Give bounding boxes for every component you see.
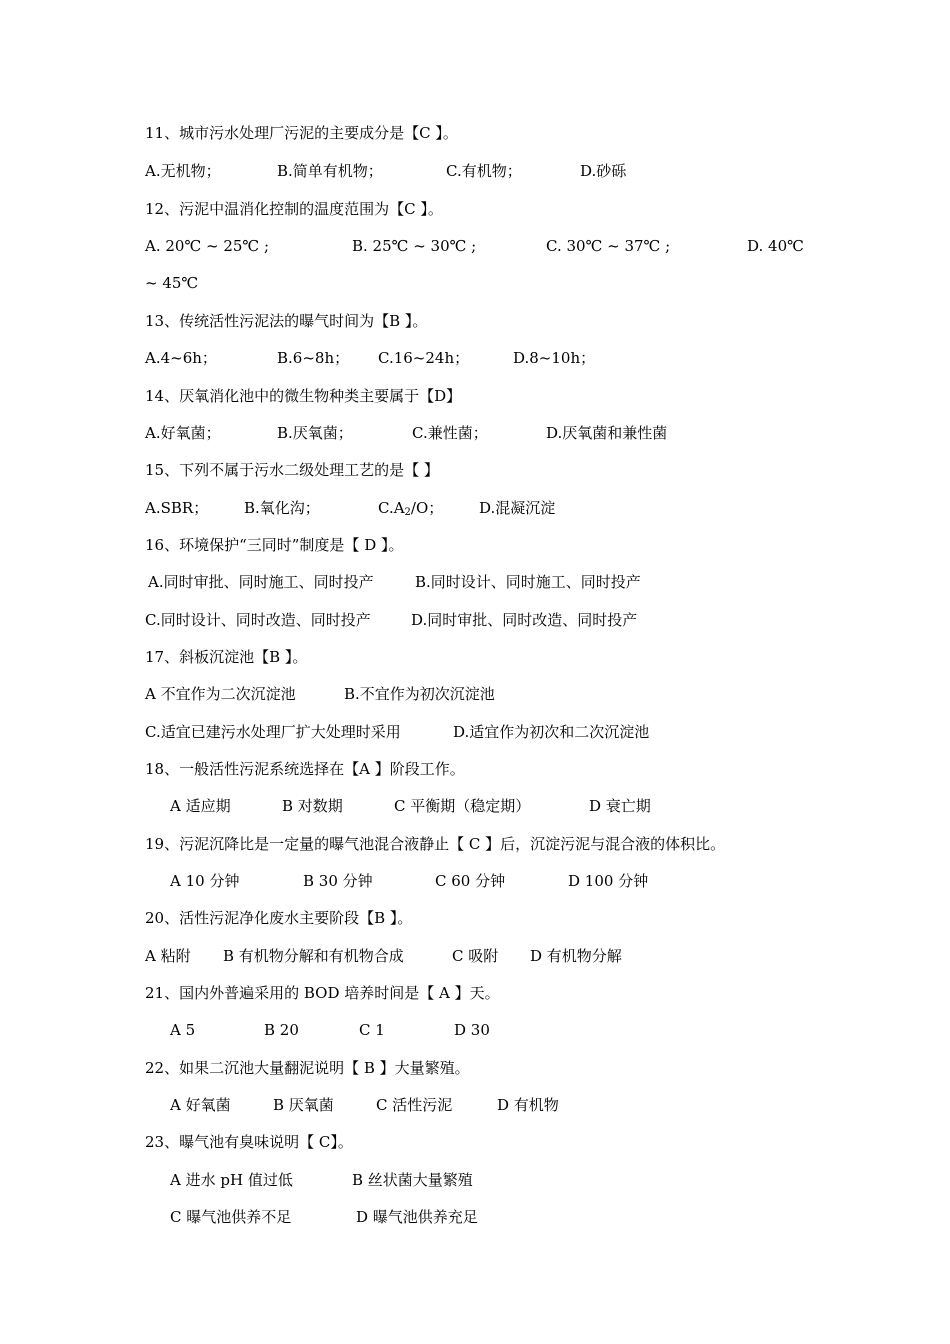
option: A.同时审批、同时施工、同时投产: [148, 573, 374, 591]
option: C 平衡期（稳定期）: [394, 797, 531, 815]
option: A. 20℃ ~ 25℃ ;: [145, 237, 270, 255]
option: A 10 分钟: [170, 872, 240, 890]
option: B 对数期: [282, 797, 343, 815]
option: C 60 分钟: [435, 872, 506, 890]
option: D.8~10h；: [513, 349, 596, 367]
option: C.16~24h；: [378, 349, 470, 367]
option: A 5: [170, 1021, 196, 1039]
option: C 吸附: [452, 947, 499, 965]
option: D.厌氧菌和兼性菌: [546, 424, 668, 442]
option: D. 40℃: [747, 237, 804, 255]
option: D 有机物分解: [530, 947, 622, 965]
option: B.6~8h；: [277, 349, 350, 367]
option: C.有机物；: [446, 162, 522, 180]
option: A 不宜作为二次沉淀池: [145, 685, 296, 703]
option: A 进水 pH 值过低: [170, 1171, 293, 1189]
question-text: 18、一般活性污泥系统选择在【A 】阶段工作。: [145, 760, 465, 778]
option: D 衰亡期: [589, 797, 651, 815]
option: D 曝气池供养充足: [356, 1208, 478, 1226]
question-text: 19、污泥沉降比是一定量的曝气池混合液静止【 C 】后，沉淀污泥与混合液的体积比。: [145, 835, 726, 853]
option: C.兼性菌；: [412, 424, 488, 442]
option: B 30 分钟: [303, 872, 373, 890]
question-text: 21、国内外普遍采用的 BOD 培养时间是【 A 】天。: [145, 984, 500, 1002]
option: B 20: [264, 1021, 299, 1039]
option: B 丝状菌大量繁殖: [352, 1171, 473, 1189]
option: C. 30℃ ~ 37℃ ;: [546, 237, 671, 255]
option: B.不宜作为初次沉淀池: [344, 685, 495, 703]
question-text: 20、活性污泥净化废水主要阶段【B 】。: [145, 909, 413, 927]
option: C.适宜已建污水处理厂扩大处理时采用: [145, 723, 401, 741]
option: A.SBR；: [145, 499, 209, 517]
question-text: 23、曝气池有臭味说明【 C】。: [145, 1133, 353, 1151]
option: B 有机物分解和有机物合成: [223, 947, 404, 965]
option: A 粘附: [145, 947, 191, 965]
option: D 有机物: [497, 1096, 559, 1114]
option: B.同时设计、同时施工、同时投产: [415, 573, 641, 591]
option: C.同时设计、同时改造、同时投产: [145, 611, 371, 629]
option: D.混凝沉淀: [479, 499, 556, 517]
question-text: 16、环境保护“三同时”制度是【 D 】。: [145, 536, 404, 554]
option: A.4~6h；: [145, 349, 217, 367]
option: A 适应期: [170, 797, 231, 815]
question-text: 22、如果二沉池大量翻泥说明【 B 】大量繁殖。: [145, 1059, 470, 1077]
option: B. 25℃ ~ 30℃ ;: [352, 237, 477, 255]
option: A.好氧菌；: [145, 424, 221, 442]
option: B.氧化沟；: [244, 499, 320, 517]
option: D.同时审批、同时改造、同时投产: [411, 611, 638, 629]
option-continued: ~ 45℃: [145, 274, 199, 292]
question-text: 11、城市污水处理厂污泥的主要成分是【C 】。: [145, 124, 458, 142]
option: A.无机物；: [145, 162, 221, 180]
option: B.厌氧菌；: [277, 424, 353, 442]
option: C 1: [359, 1021, 385, 1039]
question-text: 12、污泥中温消化控制的温度范围为【C 】。: [145, 200, 443, 218]
question-text: 17、斜板沉淀池【B 】。: [145, 648, 308, 666]
option: A 好氧菌: [170, 1096, 231, 1114]
question-text: 13、传统活性污泥法的曝气时间为【B 】。: [145, 312, 428, 330]
option: $C.A_2/O$；: [378, 499, 444, 518]
option: D 30: [454, 1021, 490, 1039]
option: B.简单有机物；: [277, 162, 383, 180]
option: D.砂砾: [580, 162, 627, 180]
option: C 活性污泥: [376, 1096, 453, 1114]
option: D 100 分钟: [568, 872, 649, 890]
question-text: 14、厌氧消化池中的微生物种类主要属于【D】: [145, 387, 462, 405]
option: B 厌氧菌: [273, 1096, 334, 1114]
option: C 曝气池供养不足: [170, 1208, 292, 1226]
option: D.适宜作为初次和二次沉淀池: [453, 723, 650, 741]
question-text: 15、下列不属于污水二级处理工艺的是【 】: [145, 461, 439, 479]
